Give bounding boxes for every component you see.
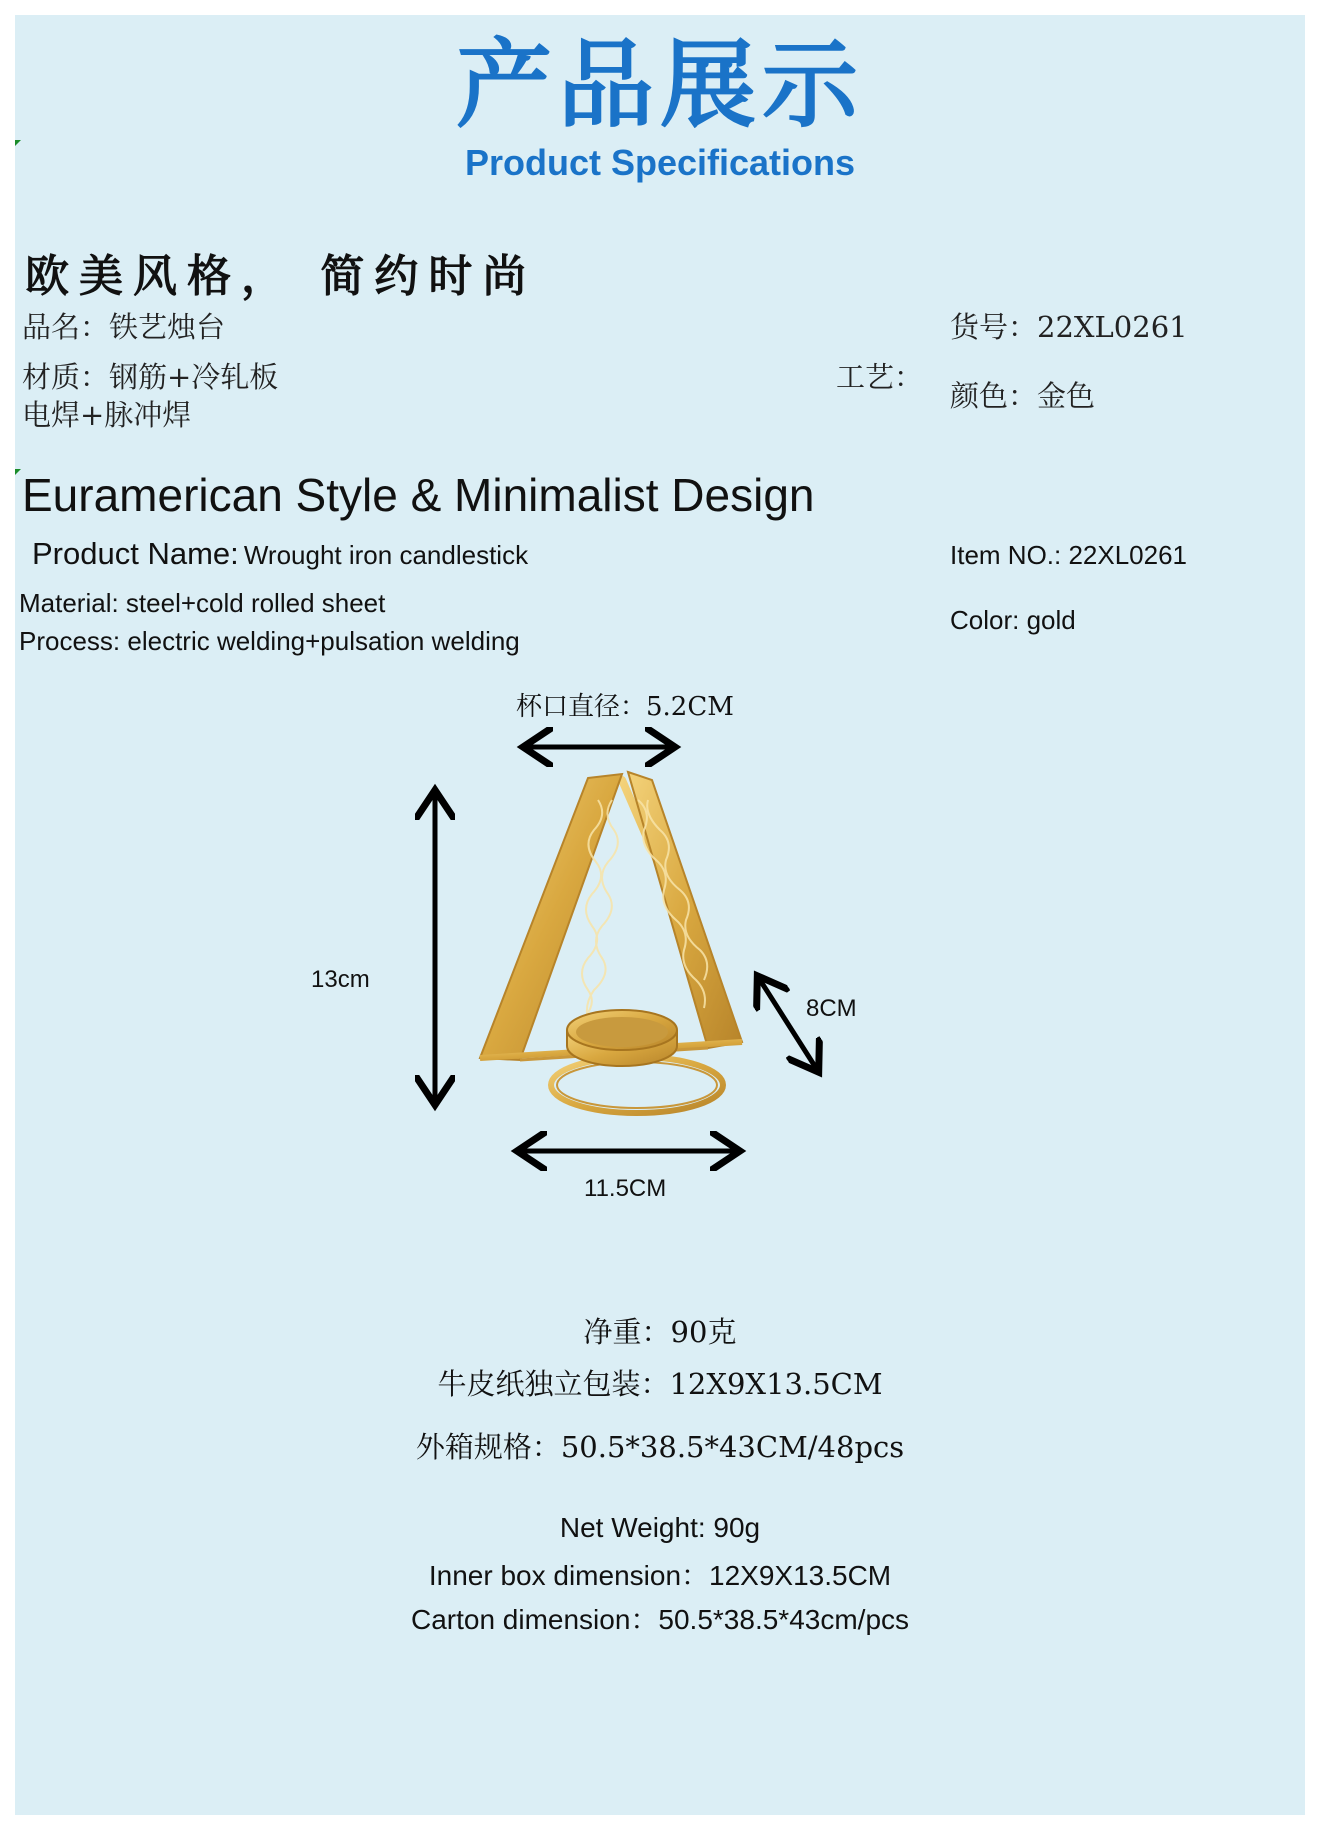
process-en: Process: electric welding+pulsation welding: [19, 626, 520, 656]
width-label: 11.5CM: [584, 1175, 667, 1202]
depth-arrow: [760, 980, 816, 1068]
depth-label: 8CM: [806, 995, 857, 1022]
process-value-cn: 电焊+脉冲焊: [22, 398, 192, 432]
item-no-en: Item NO.: 22XL0261: [950, 540, 1188, 570]
carton-cn: 外箱规格：50.5*38.5*43CM/48pcs: [415, 1430, 905, 1464]
net-weight-en: Net Weight: 90g: [559, 1512, 761, 1543]
color-en: Color: gold: [950, 605, 1076, 635]
product-name-cn: 品名：铁艺烛台: [22, 310, 226, 344]
net-weight-cn: 净重：90克: [583, 1315, 737, 1349]
heading-en: Euramerican Style & Minimalist Design: [22, 469, 815, 521]
inner-box-en: Inner box dimension：12X9X13.5CM: [428, 1560, 892, 1591]
carton-en: Carton dimension：50.5*38.5*43cm/pcs: [410, 1604, 910, 1635]
inner-box-cn: 牛皮纸独立包装：12X9X13.5CM: [437, 1367, 883, 1401]
material-cn: 材质：钢筋+冷轧板: [22, 360, 279, 394]
page-title-en: Product Specifications: [464, 142, 856, 183]
cup-diameter-label: 杯口直径：5.2CM: [516, 692, 734, 722]
product-name-label: Product Name:: [32, 536, 239, 571]
page-title-cn: 产品展示: [456, 29, 864, 141]
item-no-cn: 货号：22XL0261: [950, 310, 1188, 344]
product-name-value: Wrought iron candlestick: [243, 540, 529, 570]
height-label: 13cm: [311, 966, 370, 993]
candlestick-image: [480, 772, 742, 1113]
process-label-cn: 工艺：: [836, 360, 924, 394]
material-en: Material: steel+cold rolled sheet: [19, 588, 386, 618]
color-cn: 颜色：金色: [950, 379, 1096, 413]
slogan-cn: 欧美风格， 简约时尚: [25, 251, 537, 302]
